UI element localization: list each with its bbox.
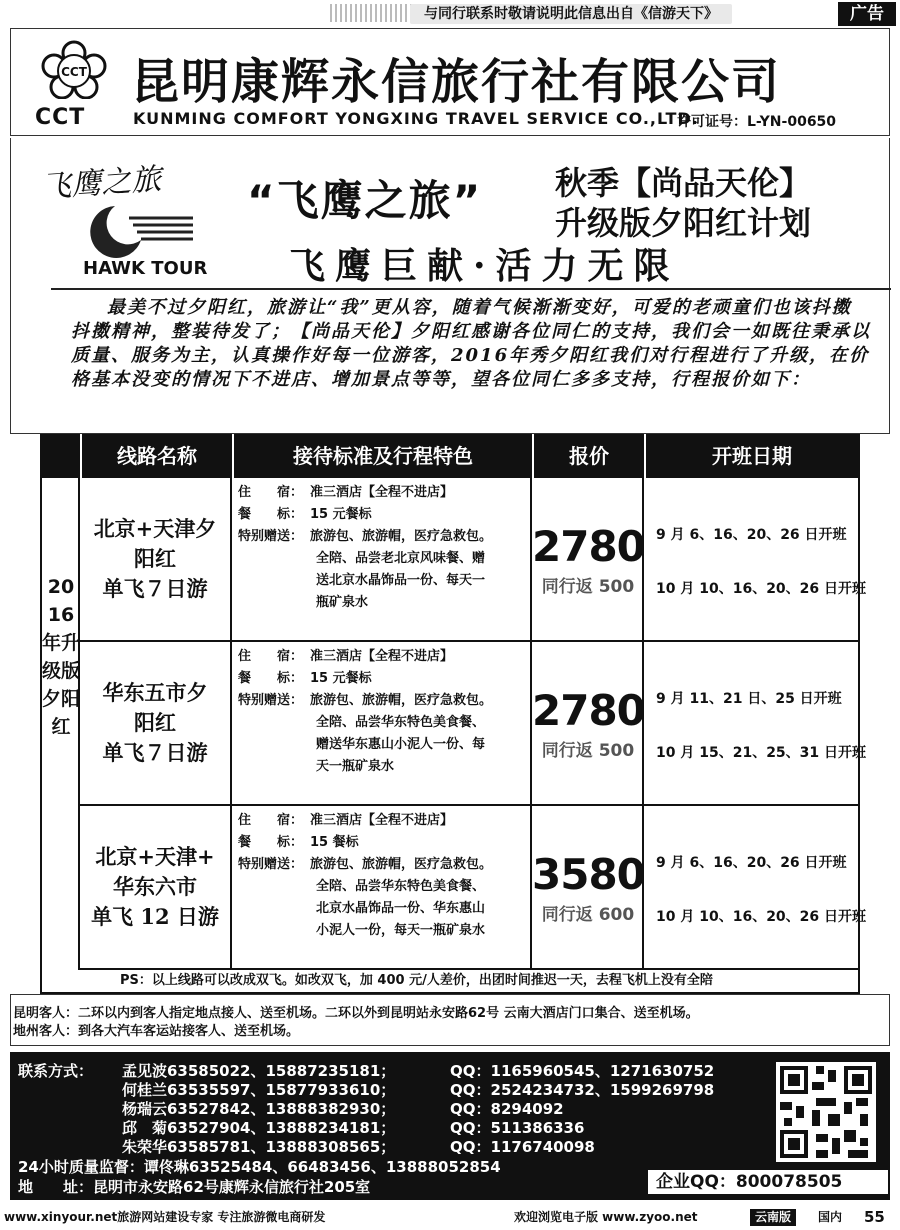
gift-line: 全陪、品尝华东特色美食餐、 <box>316 715 486 730</box>
tagline: 飞鹰巨献·活力无限 <box>289 245 680 287</box>
intro-paragraph: 最美不过夕阳红，旅游让“我”更从容，随着气候渐渐变好，可爱的老顽童们也该抖擞抖擞精神，整装待发了；【尚品天伦】夕阳红感谢各位同仁的支持，我们会一如既往秉承以质量、服务为主，认真操作好每一位游客，2016年秀夕阳红我们对行程进行了升级，在价格基本没变的情况下不进店、增加景点等等，望各位同仁多多支持，行程报价如下： <box>71 297 871 390</box>
script-calligraphy: 飞鹰之旅 <box>40 161 163 206</box>
table-row <box>80 478 867 642</box>
footer-right-text: 欢迎浏览电子版 www.zyoo.net <box>514 1210 698 1224</box>
dates-cell <box>644 642 867 804</box>
slogan-main: “飞鹰之旅” <box>247 176 483 225</box>
route-name-line: 华东六市 <box>112 874 197 899</box>
qr-code-icon <box>776 1062 876 1162</box>
gift-line: 送北京水晶饰品一份、每天一 <box>316 573 486 588</box>
gift-line: 瓶矿泉水 <box>316 595 369 610</box>
gift-line: 旅游包、旅游帽，医疗急救包。 <box>310 529 493 544</box>
pickup-regional: 地州客人：到各大汽车客运站接客人、送至机场。 <box>13 1024 300 1039</box>
departure-date: 9 月 11、21 日、25 日开班 <box>656 691 842 707</box>
footer-left-text: www.xinyour.net旅游网站建设专家 专注旅游微电商研发 <box>4 1210 326 1224</box>
pickup-kunming: 昆明客人：二环以内到客人指定地点接人、送至机场。二环以外到昆明站永安路62号 云南大酒店门口集合、送至机场。 <box>13 1006 699 1021</box>
office-address: 地 址：昆明市永安路62号康辉永信旅行社205室 <box>18 1178 371 1196</box>
gift-label: 特别赠送： <box>238 529 304 544</box>
hawk-tour-logo-icon <box>85 200 195 258</box>
table-row <box>80 642 867 806</box>
gift-line: 小泥人一份，每天一瓶矿泉水 <box>316 923 486 938</box>
price-cell <box>532 642 644 804</box>
ps-note: PS：以上线路可以改成双飞。如改双飞，加 400 元/人差价，出团时间推迟一天，去程飞机上没有全陪 <box>120 973 713 988</box>
meal-value: 15 餐标 <box>310 835 359 850</box>
svg-text:CCT: CCT <box>61 65 87 79</box>
ad-tag: 广告 <box>838 2 896 26</box>
gift-label: 特别赠送： <box>238 857 304 872</box>
stay-label: 住 宿： <box>238 813 304 828</box>
route-name-line: 单飞７日游 <box>102 576 208 601</box>
company-header <box>10 28 890 136</box>
gift-label: 特别赠送： <box>238 693 304 708</box>
page-number: 55 <box>864 1208 885 1226</box>
stay-value: 准三酒店【全程不进店】 <box>310 813 454 828</box>
route-name-line: 单飞７日游 <box>102 740 208 765</box>
departure-date: 10 月 15、21、25、31 日开班 <box>656 745 867 761</box>
gift-line: 全陪、品尝华东特色美食餐、 <box>316 879 486 894</box>
stay-label: 住 宿： <box>238 649 304 664</box>
contact-block <box>10 1052 890 1200</box>
contact-label: 联系方式： <box>18 1062 94 1080</box>
rebate-value: 同行返 500 <box>541 741 635 761</box>
contact-person: 何桂兰63535597、15877933610； <box>122 1081 396 1099</box>
section-label: 国内 <box>818 1210 843 1224</box>
rebate-value: 同行返 500 <box>541 577 635 597</box>
departure-date: 10 月 10、16、20、26 日开班 <box>656 581 867 597</box>
stay-value: 准三酒店【全程不进店】 <box>310 485 454 500</box>
dates-cell <box>644 478 867 640</box>
meal-value: 15 元餐标 <box>310 507 372 522</box>
gift-line: 赠送华东惠山小泥人一份、每 <box>316 737 486 752</box>
license-number: 许可证号：L-YN-00650 <box>677 114 837 130</box>
contact-person: 杨瑞云63527842、13888382930； <box>122 1100 396 1118</box>
header-dates: 开班日期 <box>644 434 858 478</box>
contact-qq: QQ：1165960545、1271630752 <box>450 1062 715 1080</box>
gift-line: 旅游包、旅游帽，医疗急救包。 <box>310 693 493 708</box>
contact-qq: QQ：511386336 <box>450 1119 585 1137</box>
hawk-tour-label: HAWK TOUR <box>83 258 208 279</box>
route-name-line: 阳红 <box>133 546 176 571</box>
side-title-column <box>42 478 80 970</box>
route-name-line: 北京+天津夕 <box>93 516 217 541</box>
divider <box>51 288 891 290</box>
route-name-line: 阳红 <box>134 710 176 735</box>
route-name-line: 华东五市夕 <box>102 680 208 705</box>
quality-supervision: 24小时质量监督：谭佟琳63525484、66483456、13888052854 <box>18 1158 501 1176</box>
price-value: 2780 <box>532 686 645 735</box>
contact-qq: QQ：2524234732、1599269798 <box>450 1081 715 1099</box>
header-route: 线路名称 <box>80 434 232 478</box>
price-cell <box>532 806 644 968</box>
brand-section <box>10 138 890 434</box>
contact-person: 朱荣华63585781、13888308565； <box>122 1138 396 1156</box>
contact-qq: QQ：1176740098 <box>450 1138 595 1156</box>
rebate-value: 同行返 600 <box>541 905 635 925</box>
logo-abbreviation: CCT <box>35 105 86 130</box>
departure-date: 9 月 6、16、20、26 日开班 <box>656 527 847 543</box>
table-header <box>42 434 858 478</box>
edition-badge: 云南版 <box>750 1209 796 1226</box>
route-name-line: 单飞 12 日游 <box>91 904 219 929</box>
header-price: 报价 <box>532 434 644 478</box>
departure-date: 9 月 6、16、20、26 日开班 <box>656 855 847 871</box>
price-value: 3580 <box>532 850 645 899</box>
side-title: 2016年升级版夕阳红 <box>42 576 81 738</box>
meal-label: 餐 标： <box>238 507 304 522</box>
meal-label: 餐 标： <box>238 671 304 686</box>
price-value: 2780 <box>532 522 645 571</box>
stay-label: 住 宿： <box>238 485 304 500</box>
page-footer <box>0 1204 900 1230</box>
source-notice: 与同行联系时敬请说明此信息出自《信游天下》 <box>410 4 732 24</box>
itinerary-table <box>40 434 867 994</box>
contact-person: 孟见波63585022、15887235181； <box>122 1062 396 1080</box>
route-detail <box>232 806 532 968</box>
meal-value: 15 元餐标 <box>310 671 372 686</box>
gift-line: 天一瓶矿泉水 <box>316 759 395 774</box>
route-name <box>80 806 232 968</box>
price-cell <box>532 478 644 640</box>
route-detail <box>232 642 532 804</box>
contact-person: 邱 菊63527904、13888234181； <box>122 1119 396 1137</box>
dates-cell <box>644 806 867 968</box>
departure-date: 10 月 10、16、20、26 日开班 <box>656 909 867 925</box>
gift-line: 旅游包、旅游帽，医疗急救包。 <box>310 857 493 872</box>
table-row <box>80 806 867 970</box>
company-name-cn: 昆明康辉永信旅行社有限公司 <box>131 54 782 110</box>
top-notice-bar <box>0 0 900 26</box>
gift-line: 北京水晶饰品一份、华东惠山 <box>316 901 486 916</box>
dot-pattern-decoration <box>330 4 420 22</box>
pickup-info <box>10 994 890 1046</box>
gift-line: 全陪、品尝老北京风味餐、赠 <box>316 551 486 566</box>
meal-label: 餐 标： <box>238 835 304 850</box>
route-name <box>80 642 232 804</box>
route-detail <box>232 478 532 640</box>
company-logo <box>41 39 107 99</box>
route-name <box>80 478 232 640</box>
season-title-line1: 秋季【尚品天伦】 <box>555 164 812 202</box>
season-title-line2: 升级版夕阳红计划 <box>555 204 812 242</box>
contact-qq: QQ：8294092 <box>450 1100 564 1118</box>
company-name-en: KUNMING COMFORT YONGXING TRAVEL SERVICE CO.,LTD. <box>133 109 699 128</box>
stay-value: 准三酒店【全程不进店】 <box>310 649 454 664</box>
header-standard: 接待标准及行程特色 <box>232 434 532 478</box>
enterprise-qq: 企业QQ：800078505 <box>648 1170 888 1194</box>
flower-logo-icon <box>41 39 107 99</box>
route-name-line: 北京+天津+ <box>95 844 215 869</box>
